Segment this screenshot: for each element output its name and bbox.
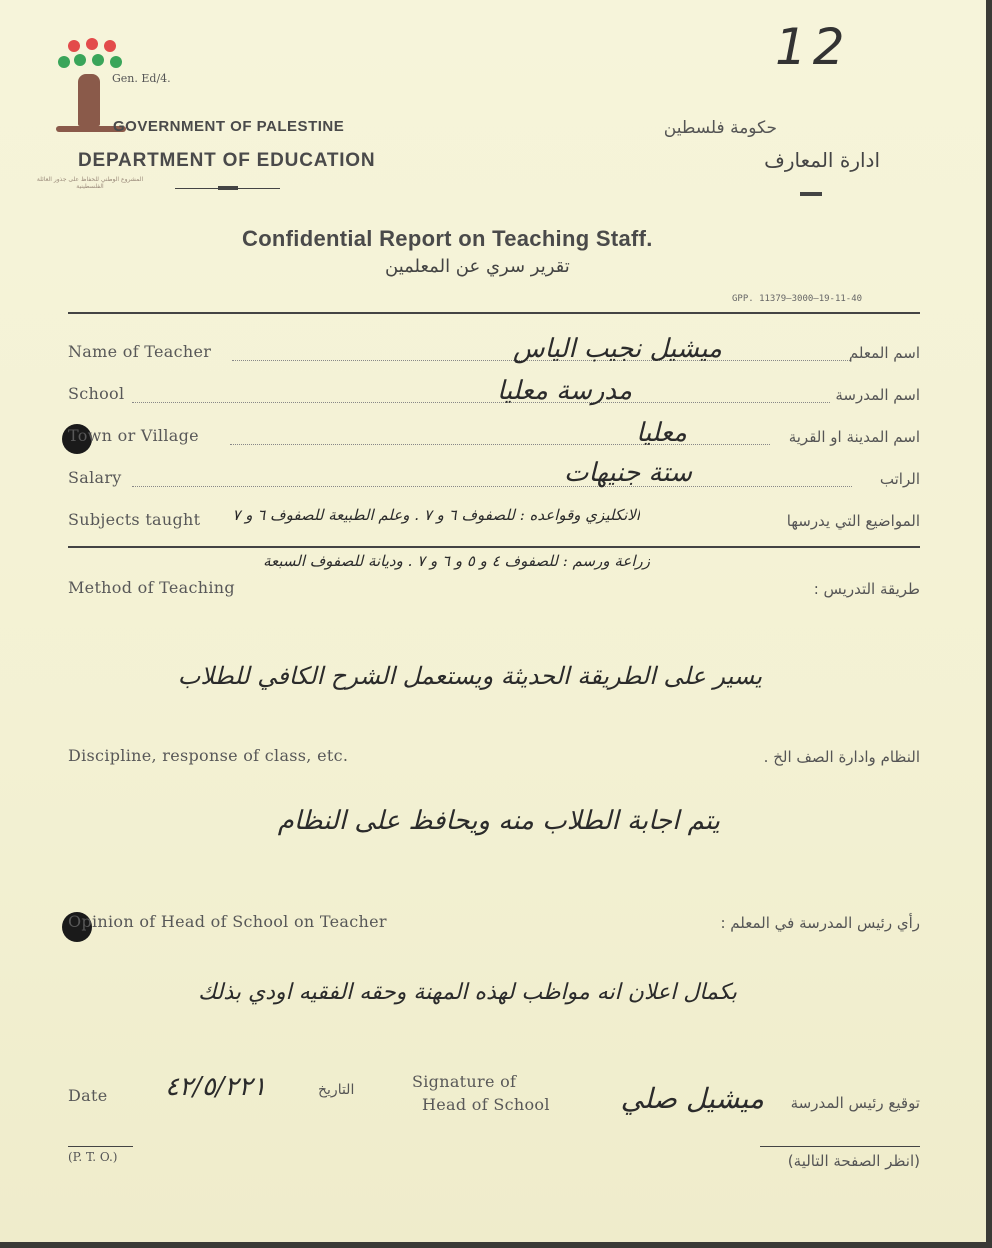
date-value: ٤٢/٥/٢٢١: [165, 1072, 267, 1102]
scan-edge-bottom: [0, 1242, 992, 1248]
fields-bottom-rule: [68, 546, 920, 548]
discipline-label-ar: النظام وادارة الصف الخ .: [763, 748, 920, 766]
watermark-caption: المشروع الوطني للحفاظ على جذور العائلة الفلسطينية: [36, 176, 144, 190]
report-title: Confidential Report on Teaching Staff.: [242, 226, 653, 251]
government-heading: GOVERNMENT OF PALESTINE: [113, 118, 345, 135]
date-label-ar: التاريخ: [318, 1082, 355, 1098]
school-value: مدرسة معليا: [497, 376, 632, 406]
salary-value: ستة جنيهات: [564, 458, 692, 488]
department-heading: DEPARTMENT OF EDUCATION: [78, 150, 376, 171]
town-label-ar: اسم المدينة او القرية: [788, 428, 920, 446]
method-label-ar: طريقة التدريس :: [813, 580, 920, 598]
opinion-value: بكمال اعلان انه مواظب لهذه المهنة وحقه الفقيه اودي بذلك: [198, 980, 737, 1005]
report-title-ar: تقرير سري عن المعلمين: [385, 256, 570, 277]
name-value: ميشيل نجيب الياس: [512, 334, 722, 364]
footer-rule-left: [68, 1146, 133, 1147]
school-dotted-line: [132, 402, 830, 403]
town-value: معليا: [636, 418, 687, 448]
town-label: Town or Village: [68, 426, 199, 445]
department-heading-ar: ادارة المعارف: [764, 148, 880, 172]
signature-label-ar: توقيع رئيس المدرسة: [790, 1094, 920, 1112]
school-label: School: [68, 384, 125, 403]
name-label: Name of Teacher: [68, 342, 212, 361]
method-value: يسير على الطريقة الحديثة ويستعمل الشرح الكافي للطلاب: [177, 662, 762, 690]
signature-label-line2: Head of School: [422, 1095, 550, 1114]
header-dash-right: [800, 192, 822, 196]
method-label: Method of Teaching: [68, 578, 235, 597]
subjects-value-line1: الانكليزي وقواعده : للصفوف ٦ و ٧ . وعلم الطبيعة للصفوف ٦ و ٧: [232, 506, 640, 524]
footer-rule-right: [760, 1146, 920, 1147]
date-label: Date: [68, 1086, 108, 1105]
school-label-ar: اسم المدرسة: [835, 386, 920, 404]
page-number: 12: [775, 18, 851, 76]
subjects-label-ar: المواضيع التي يدرسها: [786, 512, 920, 530]
print-code: GPP. 11379—3000—19-11-40: [732, 294, 863, 304]
discipline-label: Discipline, response of class, etc.: [68, 746, 349, 765]
opinion-label: Opinion of Head of School on Teacher: [68, 912, 387, 931]
signature-label-line1: Signature of: [412, 1072, 517, 1091]
form-code: Gen. Ed/4.: [112, 72, 171, 85]
scan-edge-right: [986, 0, 992, 1248]
salary-label-ar: الراتب: [879, 470, 920, 488]
pto-label-ar: (انظر الصفحة التالية): [787, 1152, 920, 1170]
salary-label: Salary: [68, 468, 122, 487]
government-heading-ar: حكومة فلسطين: [663, 118, 777, 138]
header-dash-left: [218, 186, 238, 190]
subjects-value-line2: زراعة ورسم : للصفوف ٤ و ٥ و ٦ و ٧ . وديانة للصفوف السبعة: [263, 552, 650, 570]
title-rule: [68, 312, 920, 314]
name-label-ar: اسم المعلم: [848, 344, 920, 362]
salary-dotted-line: [132, 486, 852, 487]
subjects-label: Subjects taught: [68, 510, 201, 529]
signature-value: ميشيل صلي: [620, 1082, 764, 1115]
opinion-label-ar: رأي رئيس المدرسة في المعلم :: [720, 914, 920, 932]
discipline-value: يتم اجابة الطلاب منه ويحافظ على النظام: [277, 806, 720, 836]
town-dotted-line: [230, 444, 770, 445]
pto-label: (P. T. O.): [68, 1150, 118, 1164]
